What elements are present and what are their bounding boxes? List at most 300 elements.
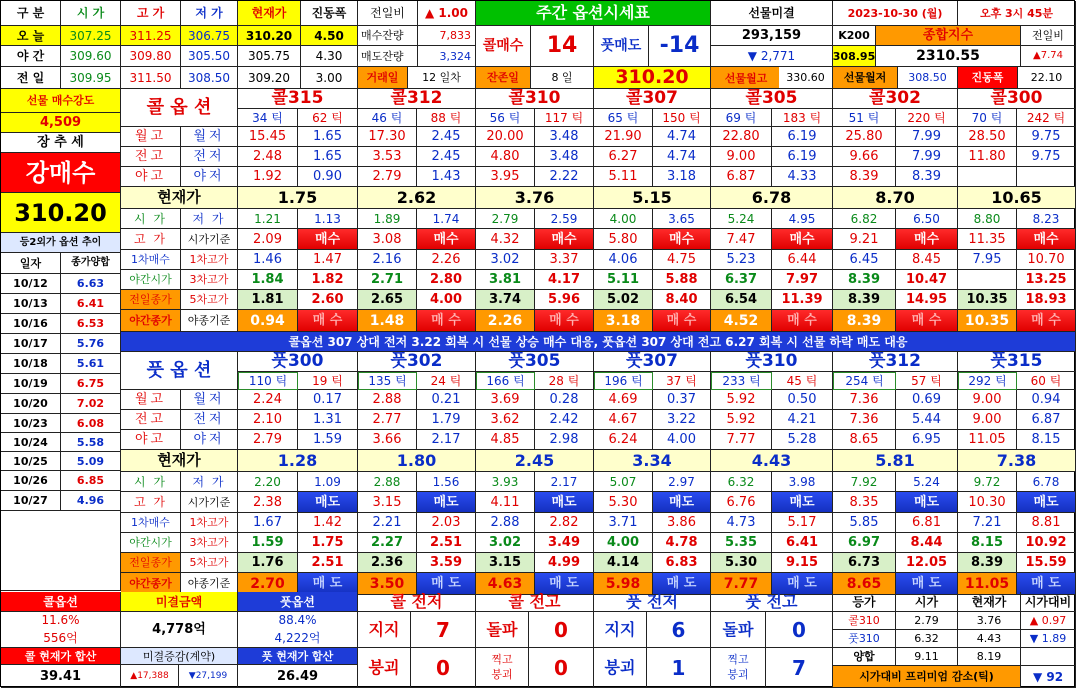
call-n3-b: 4.17 <box>535 270 594 290</box>
put-tick-low: 254 틱 <box>833 372 896 390</box>
call-p5-a: 8.39 <box>833 290 896 310</box>
call-night-close: 3.18 <box>594 310 653 332</box>
put-row-label-high: 전고 <box>121 410 181 430</box>
call-fs-label-a: 1차매수 <box>121 250 181 270</box>
put-p5-label-a: 전일종가 <box>121 553 181 573</box>
call-night-high: 5.11 <box>594 167 653 187</box>
put-monthly-high: 7.36 <box>833 390 896 410</box>
call-prevday-high: 9.00 <box>711 147 772 167</box>
header-row-1-range: 4.30 <box>301 46 358 67</box>
futures-month-low: 308.50 <box>898 67 958 89</box>
put-n3-a: 4.00 <box>594 533 653 553</box>
footer-call-low-title: 콜 전저 <box>358 592 476 612</box>
put-p5-a: 5.30 <box>711 553 772 573</box>
history-date: 10/17 <box>1 334 61 354</box>
history-date: 10/12 <box>1 274 61 294</box>
call-current-price: 3.76 <box>476 187 594 209</box>
futures-month-low-label: 선물월저 <box>833 67 898 89</box>
call-open: 8.80 <box>958 209 1017 229</box>
call-row-label-high: 전고 <box>121 147 181 167</box>
put-tick-low: 292 틱 <box>958 372 1017 390</box>
call-row-label-low: 월저 <box>181 127 238 147</box>
call-row-label-high: 야고 <box>121 167 181 187</box>
put-low: 2.17 <box>535 472 594 492</box>
call-monthly-high: 20.00 <box>476 127 535 147</box>
put-p5-b: 4.99 <box>535 553 594 573</box>
call-night-low <box>1017 167 1076 187</box>
call-fs-a: 7.95 <box>958 250 1017 270</box>
footer-oi-change-up: ▲17,388 <box>121 665 179 688</box>
history-close: 7.02 <box>61 394 121 414</box>
put-p5-b: 15.59 <box>1017 553 1076 573</box>
header-row-2-open: 309.95 <box>61 67 121 89</box>
call-night-low: 8.39 <box>896 167 958 187</box>
put-night-close: 5.98 <box>594 573 653 595</box>
header-row-1-cur: 305.75 <box>238 46 301 67</box>
put-prevday-high: 2.77 <box>358 410 417 430</box>
left-price: 310.20 <box>1 193 121 233</box>
put-night-low: 6.95 <box>896 430 958 450</box>
put-night-close: 3.50 <box>358 573 417 595</box>
put-strike: 풋315 <box>958 352 1076 372</box>
put-n3-a: 8.15 <box>958 533 1017 553</box>
history-date-header: 일자 <box>1 253 61 274</box>
call-tick-low: 65 틱 <box>594 109 653 127</box>
call-night-close: 4.52 <box>711 310 772 332</box>
footer-collapse-label: 붕괴 <box>594 648 647 688</box>
call-open: 5.24 <box>711 209 772 229</box>
call-night-low: 3.18 <box>653 167 711 187</box>
put-monthly-high: 2.88 <box>358 390 417 410</box>
call-high: 5.80 <box>594 229 653 250</box>
put-open: 9.72 <box>958 472 1017 492</box>
header-row-0-range: 4.50 <box>301 26 358 46</box>
put-strike: 풋302 <box>358 352 476 372</box>
call-fs-b: 4.75 <box>653 250 711 270</box>
put-fs-b: 2.82 <box>535 513 594 533</box>
header-row-0-high: 311.25 <box>121 26 181 46</box>
call-monthly-low: 1.65 <box>298 127 358 147</box>
put-prevday-high: 7.36 <box>833 410 896 430</box>
put-monthly-high: 2.24 <box>238 390 298 410</box>
put-night-close: 4.63 <box>476 573 535 595</box>
footer-put-pct: 88.4% <box>238 612 358 628</box>
history-close: 6.63 <box>61 274 121 294</box>
footer-put-label: 풋옵션 <box>238 592 358 612</box>
call-current-price: 10.65 <box>958 187 1076 209</box>
call-fs-b: 10.70 <box>1017 250 1076 270</box>
call-open: 4.00 <box>594 209 653 229</box>
put-strike: 풋300 <box>238 352 358 372</box>
put-monthly-high: 5.92 <box>711 390 772 410</box>
put-n3-b: 8.44 <box>896 533 958 553</box>
eq-cell: 콜310 <box>833 612 896 630</box>
put-open: 6.32 <box>711 472 772 492</box>
put-open-basis-label: 시가기준 <box>181 492 238 513</box>
call-night-close-signal: 매 수 <box>772 310 833 332</box>
put-fs-label-a: 1차매수 <box>121 513 181 533</box>
call-low-label: 저 가 <box>181 209 238 229</box>
header-row-0-open: 307.25 <box>61 26 121 46</box>
put-n3-a: 6.97 <box>833 533 896 553</box>
history-close: 5.76 <box>61 334 121 354</box>
call-night-high <box>958 167 1017 187</box>
call-high: 4.32 <box>476 229 535 250</box>
call-p5-b: 11.39 <box>772 290 833 310</box>
eq-cell: 양합 <box>833 648 896 666</box>
put-tick-high: 19 틱 <box>298 372 358 390</box>
collapse-label: 붕괴 <box>491 667 513 681</box>
header-col-4: 현재가 <box>238 1 301 26</box>
footer-peak-collapse-label <box>711 648 766 688</box>
put-low-label: 저 가 <box>181 472 238 492</box>
call-night-close: 10.35 <box>958 310 1017 332</box>
call-night-close-signal: 매 수 <box>298 310 358 332</box>
put-tick-high: 60 틱 <box>1017 372 1076 390</box>
call-monthly-high: 21.90 <box>594 127 653 147</box>
call-night-close-signal: 매 수 <box>1017 310 1076 332</box>
futures-month-high: 330.60 <box>779 67 833 89</box>
put-low: 2.97 <box>653 472 711 492</box>
call-fs-b: 2.26 <box>417 250 476 270</box>
call-monthly-low: 9.75 <box>1017 127 1076 147</box>
call-p5-a: 5.02 <box>594 290 653 310</box>
put-night-close-signal: 매 도 <box>896 573 958 595</box>
put-prevday-low: 2.42 <box>535 410 594 430</box>
call-open-basis-label: 시가기준 <box>181 229 238 250</box>
call-high: 3.08 <box>358 229 417 250</box>
call-p5-a: 1.81 <box>238 290 298 310</box>
put-high: 4.11 <box>476 492 535 513</box>
history-close: 6.08 <box>61 414 121 433</box>
call-strike: 콜300 <box>958 89 1076 109</box>
futures-oi-label: 선물미결 <box>711 1 833 26</box>
put-monthly-low: 0.21 <box>417 390 476 410</box>
call-p5-b: 14.95 <box>896 290 958 310</box>
put-night-high: 8.65 <box>833 430 896 450</box>
call-p5-b: 2.60 <box>298 290 358 310</box>
put-p5-label-b: 5차고가 <box>181 553 238 573</box>
put-open: 3.93 <box>476 472 535 492</box>
header-row-0-cur: 310.20 <box>238 26 301 46</box>
history-close: 6.75 <box>61 374 121 394</box>
put-low: 6.78 <box>1017 472 1076 492</box>
call-strike: 콜305 <box>711 89 833 109</box>
call-high: 9.21 <box>833 229 896 250</box>
put-p5-b: 9.15 <box>772 553 833 573</box>
history-date: 10/16 <box>1 314 61 334</box>
call-p5-a: 6.54 <box>711 290 772 310</box>
header-row-0-low: 306.75 <box>181 26 238 46</box>
footer-support-label: 지지 <box>594 612 647 648</box>
put-fs-b: 3.86 <box>653 513 711 533</box>
k200-label: K200 <box>833 26 876 46</box>
footer-put-high-breakout: 0 <box>766 612 833 648</box>
put-p5-b: 3.59 <box>417 553 476 573</box>
history-close: 5.58 <box>61 433 121 452</box>
call-monthly-low: 3.48 <box>535 127 594 147</box>
header-row-2-range: 3.00 <box>301 67 358 89</box>
footer-put-high-title: 풋 전고 <box>711 592 833 612</box>
put-night-close-signal: 매 도 <box>417 573 476 595</box>
eq-cell <box>1021 648 1076 666</box>
put-fs-a: 5.85 <box>833 513 896 533</box>
put-n3-a: 5.35 <box>711 533 772 553</box>
put-high: 3.15 <box>358 492 417 513</box>
footer-call-high-title: 콜 전고 <box>476 592 594 612</box>
call-fs-b: 8.45 <box>896 250 958 270</box>
put-open: 7.92 <box>833 472 896 492</box>
call-n3-b: 7.97 <box>772 270 833 290</box>
eq-cell: 4.43 <box>958 630 1021 648</box>
call-high: 7.47 <box>711 229 772 250</box>
put-fs-a: 7.21 <box>958 513 1017 533</box>
call-high: 2.09 <box>238 229 298 250</box>
call-night-close-basis: 야종기준 <box>181 310 238 332</box>
put-sell-label: 풋매도 <box>594 26 649 67</box>
footer-call-low-support: 7 <box>411 612 476 648</box>
call-night-close-signal: 매 수 <box>896 310 958 332</box>
call-night-low: 0.90 <box>298 167 358 187</box>
eq-cell: ▲ 0.97 <box>1021 612 1076 630</box>
put-prevday-high: 9.00 <box>958 410 1017 430</box>
footer-collapse-label: 붕괴 <box>358 648 411 688</box>
put-current-price: 4.43 <box>711 450 833 472</box>
call-strike: 콜312 <box>358 89 476 109</box>
put-current-price: 2.45 <box>476 450 594 472</box>
put-signal-badge: 매도 <box>417 492 476 513</box>
put-open-label: 시 가 <box>121 472 181 492</box>
call-monthly-high: 28.50 <box>958 127 1017 147</box>
call-low: 8.23 <box>1017 209 1076 229</box>
composite-value: 2310.55 <box>876 46 1021 67</box>
footer-oi-change-down: ▼27,199 <box>179 665 238 688</box>
call-prevday-low: 9.75 <box>1017 147 1076 167</box>
put-low: 3.98 <box>772 472 833 492</box>
call-monthly-high: 17.30 <box>358 127 417 147</box>
put-signal-badge: 매도 <box>772 492 833 513</box>
call-current-price: 5.15 <box>594 187 711 209</box>
header-row-0-label: 오 늘 <box>1 26 61 46</box>
header-col-1: 시 가 <box>61 1 121 26</box>
put-section-label: 풋 옵 션 <box>121 352 238 390</box>
call-night-low: 1.43 <box>417 167 476 187</box>
put-night-close-signal: 매 도 <box>298 573 358 595</box>
put-night-high: 2.79 <box>238 430 298 450</box>
call-tick-low: 51 틱 <box>833 109 896 127</box>
call-buy-count: 14 <box>531 26 594 67</box>
call-open: 6.82 <box>833 209 896 229</box>
header-row-2-high: 311.50 <box>121 67 181 89</box>
history-date: 10/19 <box>1 374 61 394</box>
call-open: 2.79 <box>476 209 535 229</box>
buy-remain-label: 매수잔량 <box>358 26 418 46</box>
call-p5-b: 5.96 <box>535 290 594 310</box>
put-fs-a: 2.21 <box>358 513 417 533</box>
call-fs-a: 5.23 <box>711 250 772 270</box>
time-display: 오후 3시 45분 <box>958 1 1076 26</box>
call-night-close-signal: 매 수 <box>653 310 711 332</box>
put-current-price: 1.80 <box>358 450 476 472</box>
put-high: 6.76 <box>711 492 772 513</box>
call-p5-a: 2.65 <box>358 290 417 310</box>
composite-prev-label: 전일비 <box>1021 26 1076 46</box>
put-night-close: 7.77 <box>711 573 772 595</box>
date-display: 2023-10-30 (월) <box>833 1 958 26</box>
footer-call-high-collapse: 0 <box>529 648 594 688</box>
call-prevday-high: 3.53 <box>358 147 417 167</box>
put-n3-a: 3.02 <box>476 533 535 553</box>
call-low: 4.95 <box>772 209 833 229</box>
trade-day-label: 거래일 <box>358 67 408 89</box>
call-section-label: 콜 옵 션 <box>121 89 238 127</box>
call-tick-high: 183 틱 <box>772 109 833 127</box>
history-close: 4.96 <box>61 491 121 511</box>
put-signal-badge: 매도 <box>1017 492 1076 513</box>
history-date: 10/23 <box>1 414 61 433</box>
put-signal-badge: 매도 <box>653 492 711 513</box>
put-row-label-low: 야저 <box>181 430 238 450</box>
put-n3-b: 1.75 <box>298 533 358 553</box>
put-n3-b: 10.92 <box>1017 533 1076 553</box>
call-open: 1.89 <box>358 209 417 229</box>
call-n3-a: 5.11 <box>594 270 653 290</box>
put-prevday-low: 4.21 <box>772 410 833 430</box>
call-night-close-signal: 매 수 <box>535 310 594 332</box>
put-p5-a: 4.14 <box>594 553 653 573</box>
composite-change: ▲7.74 <box>1021 46 1076 67</box>
put-strike: 풋307 <box>594 352 711 372</box>
call-strike: 콜310 <box>476 89 594 109</box>
call-tick-low: 56 틱 <box>476 109 535 127</box>
call-tick-high: 88 틱 <box>417 109 476 127</box>
call-fs-b: 3.37 <box>535 250 594 270</box>
call-strike: 콜302 <box>833 89 958 109</box>
put-p5-a: 1.76 <box>238 553 298 573</box>
sheet-title: 주간 옵션시세표 <box>476 1 711 26</box>
collapse-label: 붕괴 <box>727 667 749 681</box>
put-night-high: 6.24 <box>594 430 653 450</box>
put-night-close-signal: 매 도 <box>1017 573 1076 595</box>
history-close: 5.09 <box>61 452 121 471</box>
footer-call-label: 콜옵션 <box>1 592 121 612</box>
call-prevday-high: 11.80 <box>958 147 1017 167</box>
put-prevday-high: 5.92 <box>711 410 772 430</box>
remain-day-label: 잔존일 <box>476 67 531 89</box>
put-night-close: 11.05 <box>958 573 1017 595</box>
put-p5-b: 2.51 <box>298 553 358 573</box>
call-night-high: 2.79 <box>358 167 417 187</box>
call-row-label-high: 월고 <box>121 127 181 147</box>
eq-cell: 8.19 <box>958 648 1021 666</box>
put-night-close: 2.70 <box>238 573 298 595</box>
put-monthly-low: 0.17 <box>298 390 358 410</box>
call-night-close: 1.48 <box>358 310 417 332</box>
history-date: 10/20 <box>1 394 61 414</box>
call-fs-b: 1.47 <box>298 250 358 270</box>
eq-cell: 6.32 <box>896 630 958 648</box>
eq-cell: ▼ 1.89 <box>1021 630 1076 648</box>
call-open: 1.21 <box>238 209 298 229</box>
call-prevday-low: 3.48 <box>535 147 594 167</box>
put-night-close-signal: 매 도 <box>653 573 711 595</box>
put-prevday-low: 1.31 <box>298 410 358 430</box>
vibration-label: 진동폭 <box>958 67 1018 89</box>
call-p5-b: 4.00 <box>417 290 476 310</box>
put-strike: 풋312 <box>833 352 958 372</box>
history-date: 10/27 <box>1 491 61 511</box>
call-n3-b: 10.47 <box>896 270 958 290</box>
call-prevday-low: 1.65 <box>298 147 358 167</box>
sell-remain-label: 매도잔량 <box>358 46 418 67</box>
call-prevday-low: 7.99 <box>896 147 958 167</box>
put-p5-a: 6.73 <box>833 553 896 573</box>
call-current-price: 8.70 <box>833 187 958 209</box>
trend-label: 장 추 세 <box>1 133 121 153</box>
call-night-high: 1.92 <box>238 167 298 187</box>
put-fs-b: 8.81 <box>1017 513 1076 533</box>
put-fs-a: 2.88 <box>476 513 535 533</box>
call-night-close: 8.39 <box>833 310 896 332</box>
call-p5-label-a: 전일종가 <box>121 290 181 310</box>
put-high: 10.30 <box>958 492 1017 513</box>
put-night-close-signal: 매 도 <box>535 573 594 595</box>
header-row-1-label: 야 간 <box>1 46 61 67</box>
put-n3-b: 4.78 <box>653 533 711 553</box>
call-tick-high: 242 틱 <box>1017 109 1076 127</box>
call-fs-a: 1.46 <box>238 250 298 270</box>
call-n3-b: 2.80 <box>417 270 476 290</box>
put-low: 5.24 <box>896 472 958 492</box>
put-current-price: 3.34 <box>594 450 711 472</box>
footer-oi-label: 미결금액 <box>121 592 238 612</box>
futures-oi-change: ▼ 2,771 <box>711 46 833 67</box>
prev-change: ▲ 1.00 <box>418 1 476 26</box>
footer-breakout-label: 돌파 <box>476 612 529 648</box>
put-night-low: 1.59 <box>298 430 358 450</box>
futures-oi: 293,159 <box>711 26 833 46</box>
put-tick-low: 135 틱 <box>358 372 417 390</box>
buy-remain: 7,833 <box>418 26 476 46</box>
call-night-high: 6.87 <box>711 167 772 187</box>
call-night-low: 4.33 <box>772 167 833 187</box>
put-signal-badge: 매도 <box>298 492 358 513</box>
put-night-close-basis: 야종기준 <box>181 573 238 595</box>
call-monthly-low: 4.74 <box>653 127 711 147</box>
put-strike: 풋310 <box>711 352 833 372</box>
header-row-1-low: 305.50 <box>181 46 238 67</box>
header-col-2: 고 가 <box>121 1 181 26</box>
call-current-price: 2.62 <box>358 187 476 209</box>
put-tick-high: 45 틱 <box>772 372 833 390</box>
call-n3-a: 6.37 <box>711 270 772 290</box>
put-current-price: 5.81 <box>833 450 958 472</box>
call-fs-a: 6.45 <box>833 250 896 270</box>
call-current-label: 현재가 <box>121 187 238 209</box>
call-prevday-low: 2.45 <box>417 147 476 167</box>
call-n3-b: 5.88 <box>653 270 711 290</box>
footer-call-low-collapse: 0 <box>411 648 476 688</box>
history-close: 6.53 <box>61 314 121 334</box>
put-night-low: 2.98 <box>535 430 594 450</box>
call-n3-a: 8.39 <box>833 270 896 290</box>
call-prevday-low: 6.19 <box>772 147 833 167</box>
put-prevday-high: 4.67 <box>594 410 653 430</box>
history-date: 10/24 <box>1 433 61 452</box>
call-low: 2.59 <box>535 209 594 229</box>
footer-call-high-breakout: 0 <box>529 612 594 648</box>
footer-oi-amount: 4,778억 <box>121 612 238 648</box>
